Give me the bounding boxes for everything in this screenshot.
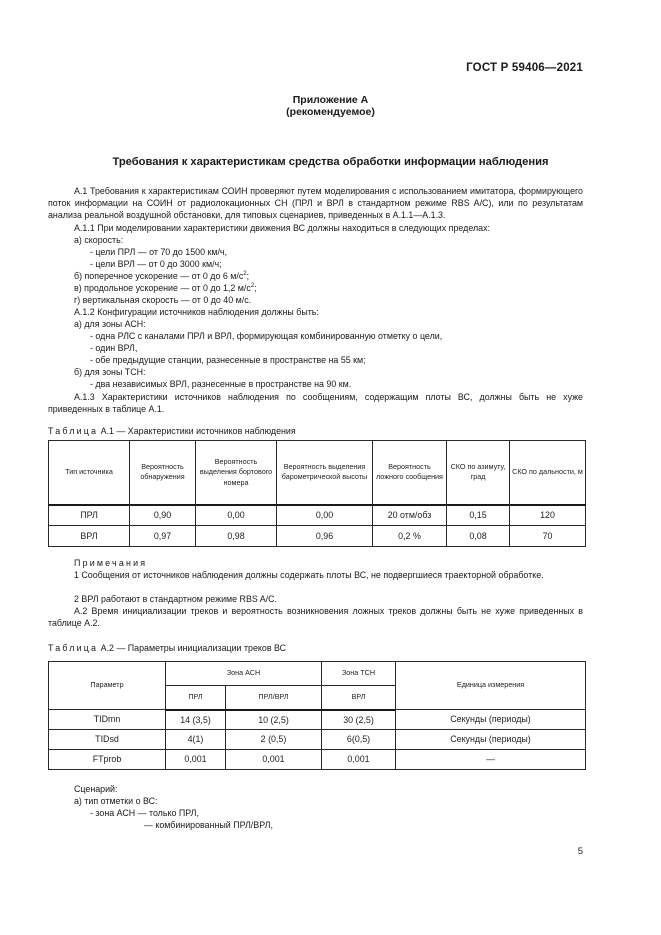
appendix-title: Приложение А — [292, 94, 369, 106]
scenario-item-a1: - зона АСН — только ПРЛ, — [90, 808, 199, 818]
table-cell: 0,001 — [322, 750, 396, 770]
note-1: 1 Сообщения от источников наблюдения должны содержать плоты ВС, не подвергшиеся траекторной обработке. — [74, 570, 544, 580]
table-cell: 0,97 — [130, 526, 196, 547]
table-cell: 120 — [510, 505, 586, 526]
table-cell: FTprob — [49, 750, 166, 770]
table-cell: 2 (0,5) — [226, 730, 322, 750]
table1-header-cell: Вероятность ложного сообщения — [373, 441, 447, 505]
table-cell: 20 отм/обз — [373, 505, 447, 526]
table-cell: TIDsd — [49, 730, 166, 750]
table-cell: 70 — [510, 526, 586, 547]
list-ach-item1: - одна РЛС с каналами ПРЛ и ВРЛ, формирующая комбинированную отметку о цели, — [90, 331, 443, 341]
table2-header-zone-ach: Зона АСН — [166, 662, 322, 686]
list-zone-ach: а) для зоны АСН: — [74, 319, 146, 329]
section-title: Требования к характеристикам средства обработки информации наблюдения — [112, 156, 549, 168]
table-cell: Секунды (периоды) — [396, 710, 586, 730]
table-cell: 0,08 — [447, 526, 510, 547]
paragraph-a1: А.1 Требования к характеристикам СОИН проверяют путем моделирования с использованием имитатора, формирующего поток информации на СОИН от радиолокационных СН (ПРЛ и ВРЛ в стандартном режиме RBS A/C), или по результатам анализа реальной воздушной обстановки, для типовых сценариев, приведенных в А.1.1—А.1.3. — [48, 186, 583, 221]
table-cell: 0,001 — [226, 750, 322, 770]
list-zone-tsn: б) для зоны ТСН: — [74, 367, 146, 377]
table2-header-zone-tsn: Зона ТСН — [322, 662, 396, 686]
table-cell: 0,90 — [130, 505, 196, 526]
appendix-subtitle: (рекомендуемое) — [286, 106, 375, 118]
table-cell: 4(1) — [166, 730, 226, 750]
list-ach-item2: - один ВРЛ, — [90, 343, 138, 353]
table-cell: — — [396, 750, 586, 770]
note-2: 2 ВРЛ работают в стандартном режиме RBS A/C. — [74, 594, 278, 604]
scenario-item-a2: — комбинированный ПРЛ/ВРЛ, — [144, 820, 273, 830]
page-number: 5 — [577, 846, 583, 857]
table-cell: ВРЛ — [49, 526, 130, 547]
notes-title: Примечания — [74, 558, 148, 568]
paragraph-a2: А.2 Время инициализации треков и вероятность возникновения ложных треков должны быть не хуже приведенных в таблице А.2. — [48, 606, 583, 629]
table-row — [49, 750, 586, 770]
table2-header-vrl: ВРЛ — [322, 686, 396, 710]
table-cell: 14 (3,5) — [166, 710, 226, 730]
table-cell: 10 (2,5) — [226, 710, 322, 730]
table1 — [48, 440, 586, 547]
table2-caption: Таблица А.2 — Параметры инициализации треков ВС — [48, 643, 287, 653]
table-row — [49, 505, 586, 526]
table2 — [48, 661, 586, 770]
table-cell: 6(0,5) — [322, 730, 396, 750]
scenario-item-a: а) тип отметки о ВС: — [74, 796, 158, 806]
table-row — [49, 526, 586, 547]
table1-header-row — [49, 441, 586, 505]
table2-header-param: Параметр — [49, 662, 166, 710]
table-row — [49, 730, 586, 750]
table-cell: 0,96 — [277, 526, 373, 547]
table1-caption: Таблица А.1 — Характеристики источников наблюдения — [48, 426, 296, 436]
table1-header-cell: Тип источника — [49, 441, 130, 505]
table-cell: 30 (2,5) — [322, 710, 396, 730]
list-tsn-item1: - два независимых ВРЛ, разнесенные в пространстве на 90 км. — [90, 379, 352, 389]
list-ach-item3: - обе предыдущие станции, разнесенные в пространстве на 55 км; — [90, 355, 366, 365]
table1-header-cell: Вероятность обнаружения — [130, 441, 196, 505]
table-cell: TIDmn — [49, 710, 166, 730]
table2-header-prl: ПРЛ — [166, 686, 226, 710]
table-cell: 0,98 — [196, 526, 277, 547]
list-speed-vrl: - цели ВРЛ — от 0 до 3000 км/ч; — [90, 259, 222, 269]
list-longitudinal-accel: в) продольное ускорение — от 0 до 1,2 $м/с^2$; — [74, 283, 257, 293]
table-cell: 0,001 — [166, 750, 226, 770]
paragraph-a12: А.1.2 Конфигурации источников наблюдения должны быть: — [74, 307, 319, 317]
list-speed: а) скорость: — [74, 235, 124, 245]
list-speed-prl: - цели ПРЛ — от 70 до 1500 км/ч, — [90, 247, 228, 257]
table-cell: 0,15 — [447, 505, 510, 526]
paragraph-a13: А.1.3 Характеристики источников наблюдения по сообщениям, содержащим плоты ВС, должны быть не хуже приведенных в таблице А.1. — [48, 392, 583, 415]
table-cell: 0,00 — [196, 505, 277, 526]
table2-header-row — [49, 662, 586, 686]
table2-header-prl-vrl: ПРЛ/ВРЛ — [226, 686, 322, 710]
table2-header-unit: Единица измерения — [396, 662, 586, 710]
table-cell: ПРЛ — [49, 505, 130, 526]
document-code: ГОСТ Р 59406—2021 — [466, 62, 583, 74]
paragraph-a11: А.1.1 При моделировании характеристики движения ВС должны находиться в следующих пределах: — [74, 223, 490, 233]
table-cell: 0,00 — [277, 505, 373, 526]
table1-header-cell: СКО по дальности, м — [510, 441, 586, 505]
list-lateral-accel: б) поперечное ускорение — от 0 до 6 $м/с^2$; — [74, 271, 250, 281]
table1-header-cell: СКО по азимуту, град — [447, 441, 510, 505]
table1-header-cell: Вероятность выделения барометрической высоты — [277, 441, 373, 505]
table1-header-cell: Вероятность выделения бортового номера — [196, 441, 277, 505]
scenario-title: Сценарий: — [74, 784, 118, 794]
table-cell: Секунды (периоды) — [396, 730, 586, 750]
table-row — [49, 710, 586, 730]
list-vertical-speed: г) вертикальная скорость — от 0 до 40 м/с. — [74, 295, 252, 305]
table-cell: 0,2 % — [373, 526, 447, 547]
